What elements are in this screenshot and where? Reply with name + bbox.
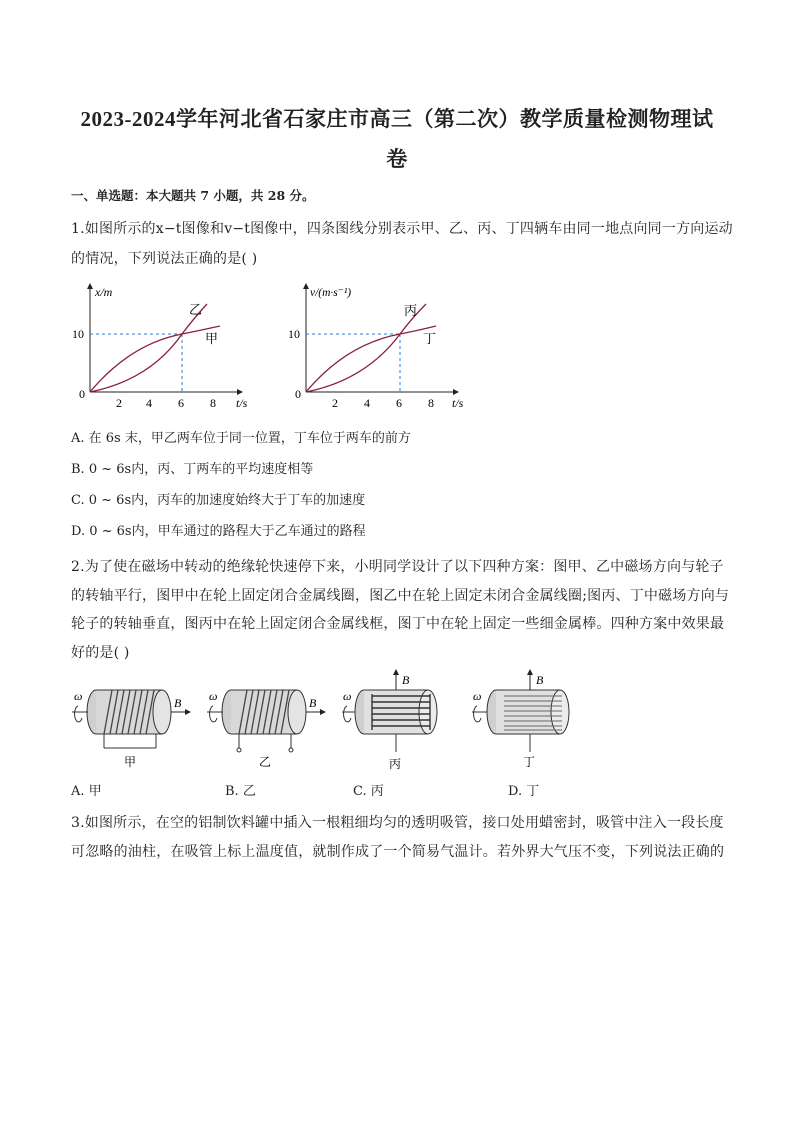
q1-xt-graph [70, 282, 280, 412]
y-tick-10: 10 [72, 327, 84, 341]
x-tick-2: 2 [116, 396, 122, 410]
field-label: B [309, 696, 317, 710]
omega-label: ω [473, 689, 482, 703]
exam-title-line1: 2023-2024学年河北省石家庄市高三（第二次）教学质量检测物理试 [80, 107, 714, 131]
x-tick-8: 8 [428, 396, 434, 410]
q2-option-d[interactable]: D. 丁 [508, 784, 540, 799]
figure-label-yi: 乙 [259, 755, 272, 769]
q2-stem-line1: 2.为了使在磁场中转动的绝缘轮快速停下来，小明同学设计了以下四种方案：图甲、乙中磁场方向与轮子 [71, 559, 724, 575]
x-tick-6: 6 [178, 396, 184, 410]
figure-label-jia: 甲 [124, 755, 137, 769]
q2-figure-bing [340, 668, 455, 778]
curve-label-ding: 丁 [423, 331, 437, 346]
y-axis-label: x/m [95, 285, 113, 299]
q1-vt-graph [286, 282, 496, 412]
q2-option-b[interactable]: B. 乙 [225, 784, 256, 799]
origin-label: 0 [295, 387, 301, 401]
q1-option-b[interactable]: B. 0 ~ 6s内，丙、丁两车的平均速度相等 [71, 462, 314, 477]
q2-stem-line4: 好的是( ) [71, 645, 130, 661]
origin-label: 0 [79, 387, 85, 401]
q1-stem-line1: 1.如图所示的x−t图像和v−t图像中，四条图线分别表示甲、乙、丙、丁四辆车由同一地点向同一方向运动 [71, 221, 733, 237]
q2-figure-ding [470, 668, 585, 778]
curve-label-bing: 丙 [404, 303, 418, 318]
x-tick-4: 4 [364, 396, 370, 410]
curve-ding [306, 326, 436, 392]
curve-label-jia: 甲 [205, 331, 219, 346]
x-tick-6: 6 [396, 396, 402, 410]
exam-title-line2: 卷 [386, 147, 408, 171]
q1-option-a[interactable]: A. 在 6s 末，甲乙两车位于同一位置，丁车位于两车的前方 [71, 431, 411, 446]
field-label: B [402, 673, 410, 687]
q3-stem-line1: 3.如图所示，在空的铝制饮料罐中插入一根粗细均匀的透明吸管，接口处用蜡密封，吸管中注入一段长度 [71, 815, 724, 831]
q2-option-a[interactable]: A. 甲 [71, 784, 102, 799]
q1-option-d[interactable]: D. 0 ~ 6s内，甲车通过的路程大于乙车通过的路程 [71, 524, 366, 539]
curve-yi [90, 304, 207, 392]
q2-stem-line3: 轮子的转轴垂直，图丙中在轮上固定闭合金属线框，图丁中在轮上固定一些细金属棒。四种方案中效果最 [71, 616, 725, 632]
section-header: 一、单选题：本大题共 7 小题，共 28 分。 [71, 188, 315, 203]
curve-jia [90, 326, 220, 392]
figure-label-ding: 丁 [523, 755, 536, 769]
q2-option-c[interactable]: C. 丙 [353, 784, 384, 799]
y-axis-label: v/(m·s⁻¹) [310, 287, 352, 299]
field-label: B [536, 673, 544, 687]
curve-label-yi: 乙 [189, 302, 203, 317]
x-axis-label: t/s [452, 396, 464, 410]
omega-label: ω [343, 689, 352, 703]
q3-stem-line2: 可忽略的油柱，在吸管上标上温度值，就制作成了一个简易气温计。若外界大气压不变，下列说法正确的 [71, 844, 725, 860]
figure-label-bing: 丙 [389, 757, 402, 771]
q2-stem-line2: 的转轴平行，图甲中在轮上固定闭合金属线圈，图乙中在轮上固定未闭合金属线圈;图丙、丁中磁场方向与 [71, 588, 730, 604]
omega-label: ω [209, 689, 218, 703]
q2-figure-yi [205, 670, 335, 778]
q1-stem-line2: 的情况，下列说法正确的是( ) [71, 251, 258, 267]
x-tick-8: 8 [210, 396, 216, 410]
q2-figure-jia [70, 670, 200, 778]
y-tick-10: 10 [288, 327, 300, 341]
x-tick-2: 2 [332, 396, 338, 410]
x-axis-label: t/s [236, 396, 248, 410]
x-tick-4: 4 [146, 396, 152, 410]
field-label: B [174, 696, 182, 710]
q1-option-c[interactable]: C. 0 ~ 6s内，丙车的加速度始终大于丁车的加速度 [71, 493, 366, 508]
omega-label: ω [74, 689, 83, 703]
